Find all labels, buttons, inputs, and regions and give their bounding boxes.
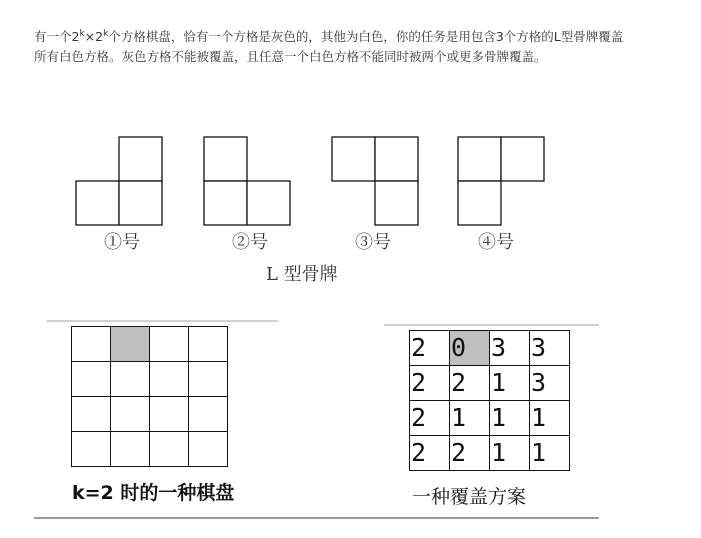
right-board-cell: 2 bbox=[410, 436, 450, 471]
right-board-row bbox=[410, 331, 570, 366]
left-board-row bbox=[72, 327, 228, 362]
left-board-row bbox=[72, 362, 228, 397]
left-board-cell bbox=[189, 397, 228, 432]
left-board-cell bbox=[150, 327, 189, 362]
right-board-cell: 1 bbox=[450, 401, 490, 436]
intro-exponent-2: k bbox=[103, 29, 109, 39]
right-board-cell: 1 bbox=[530, 401, 570, 436]
right-board-cell: 3 bbox=[530, 331, 570, 366]
tile-label-3: ③号 bbox=[355, 232, 391, 253]
top-rule-left bbox=[47, 320, 278, 322]
tile-label-4: ④号 bbox=[478, 232, 514, 253]
right-board-cell: 1 bbox=[530, 436, 570, 471]
intro-line2: 所有白色方格。灰色方格不能被覆盖，且任意一个白色方格不能同时被两个或更多骨牌覆盖。 bbox=[34, 49, 547, 65]
left-board-cell bbox=[150, 362, 189, 397]
right-board-cell: 3 bbox=[490, 331, 530, 366]
left-board-row bbox=[72, 397, 228, 432]
right-board-cell: 3 bbox=[530, 366, 570, 401]
right-board-cell: 2 bbox=[410, 401, 450, 436]
left-board-cell bbox=[72, 327, 111, 362]
left-board-cell bbox=[111, 432, 150, 467]
bottom-rule bbox=[34, 517, 599, 519]
left-board-row bbox=[72, 432, 228, 467]
left-board-cell bbox=[189, 327, 228, 362]
left-board-cell bbox=[150, 432, 189, 467]
l-tile-3 bbox=[332, 137, 418, 225]
right-board-row bbox=[410, 401, 570, 436]
l-tile-4 bbox=[458, 137, 544, 225]
right-board-cell: 2 bbox=[450, 436, 490, 471]
tile-label-2: ②号 bbox=[232, 232, 268, 253]
right-board-row bbox=[410, 436, 570, 471]
left-board-cell bbox=[111, 397, 150, 432]
right-board-cell: 1 bbox=[490, 366, 530, 401]
left-board-cell bbox=[111, 362, 150, 397]
tile-label-1: ①号 bbox=[104, 232, 140, 253]
intro-times: ×2 bbox=[84, 29, 104, 45]
chessboard-caption: k=2 时的一种棋盘 bbox=[72, 482, 235, 504]
left-board-cell bbox=[72, 432, 111, 467]
left-board-cell bbox=[72, 362, 111, 397]
covering-solution-board bbox=[409, 330, 570, 471]
intro-exponent-1: k bbox=[79, 29, 85, 39]
right-board-cell: 2 bbox=[410, 366, 450, 401]
left-board-cell bbox=[189, 362, 228, 397]
left-board-cell bbox=[72, 397, 111, 432]
right-board-cell: 1 bbox=[490, 401, 530, 436]
l-tiles-caption: L 型骨牌 bbox=[266, 264, 338, 285]
l-tile-1 bbox=[76, 137, 162, 225]
chessboard-k2 bbox=[71, 326, 228, 467]
right-board-row bbox=[410, 366, 570, 401]
left-board-cell bbox=[189, 432, 228, 467]
intro-prefix: 有一个2 bbox=[34, 29, 80, 45]
covering-solution-caption: 一种覆盖方案 bbox=[412, 486, 527, 508]
l-tile-2 bbox=[204, 137, 290, 225]
right-board-gray-cell: 0 bbox=[450, 331, 490, 366]
intro-line1-rest: 个方格棋盘，恰有一个方格是灰色的，其他为白色，你的任务是用包含3个方格的L型骨牌覆盖 bbox=[108, 29, 624, 45]
top-rule-right bbox=[384, 324, 599, 326]
right-board-cell: 2 bbox=[410, 331, 450, 366]
right-board-cell: 2 bbox=[450, 366, 490, 401]
right-board-cell: 1 bbox=[490, 436, 530, 471]
left-board-cell bbox=[150, 397, 189, 432]
left-board-gray-cell bbox=[111, 327, 150, 362]
